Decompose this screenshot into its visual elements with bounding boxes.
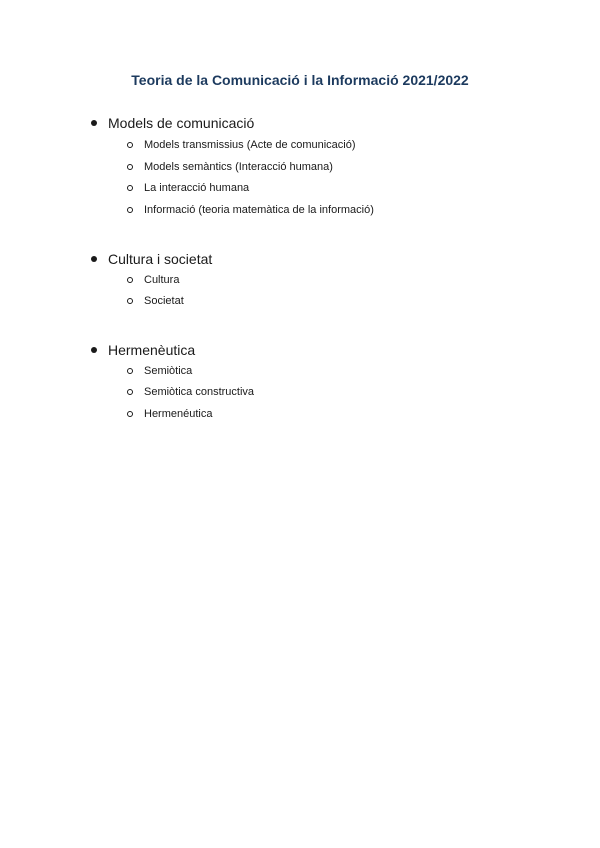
list-item <box>0 293 600 309</box>
list-item-label: Societat <box>144 295 184 307</box>
list-item-label: Hermenéutica <box>144 408 213 420</box>
filled-bullet-icon <box>91 120 97 126</box>
list-item-label: Semiòtica <box>144 365 193 377</box>
section-heading <box>0 113 600 133</box>
list-item <box>0 363 600 379</box>
hollow-bullet-icon <box>127 277 133 283</box>
list-item <box>0 384 600 400</box>
hollow-bullet-icon <box>127 142 133 148</box>
list-item <box>0 406 600 422</box>
list-item <box>0 159 600 175</box>
list-item-label: La interacció humana <box>144 182 250 194</box>
hollow-bullet-icon <box>127 185 133 191</box>
document-title: Teoria de la Comunicació i la Informació 2021/2022 <box>131 72 469 88</box>
filled-bullet-icon <box>91 347 97 353</box>
filled-bullet-icon <box>91 256 97 262</box>
hollow-bullet-icon <box>127 164 133 170</box>
list-item <box>0 137 600 153</box>
section-label: Cultura i societat <box>108 251 213 267</box>
list-item-label: Models semàntics (Interacció humana) <box>144 161 333 173</box>
hollow-bullet-icon <box>127 411 133 417</box>
list-item-label: Models transmissius (Acte de comunicació) <box>144 139 356 151</box>
list-item <box>0 202 600 218</box>
hollow-bullet-icon <box>127 298 133 304</box>
section-heading <box>0 340 600 360</box>
list-item-label: Informació (teoria matemàtica de la informació) <box>144 204 374 216</box>
list-item-label: Semiòtica constructiva <box>144 386 255 398</box>
hollow-bullet-icon <box>127 368 133 374</box>
section-heading <box>0 249 600 269</box>
list-item <box>0 272 600 288</box>
list-item <box>0 180 600 196</box>
list-item-label: Cultura <box>144 274 180 286</box>
hollow-bullet-icon <box>127 389 133 395</box>
section-label: Models de comunicació <box>108 115 255 131</box>
section-label: Hermenèutica <box>108 342 196 358</box>
hollow-bullet-icon <box>127 207 133 213</box>
